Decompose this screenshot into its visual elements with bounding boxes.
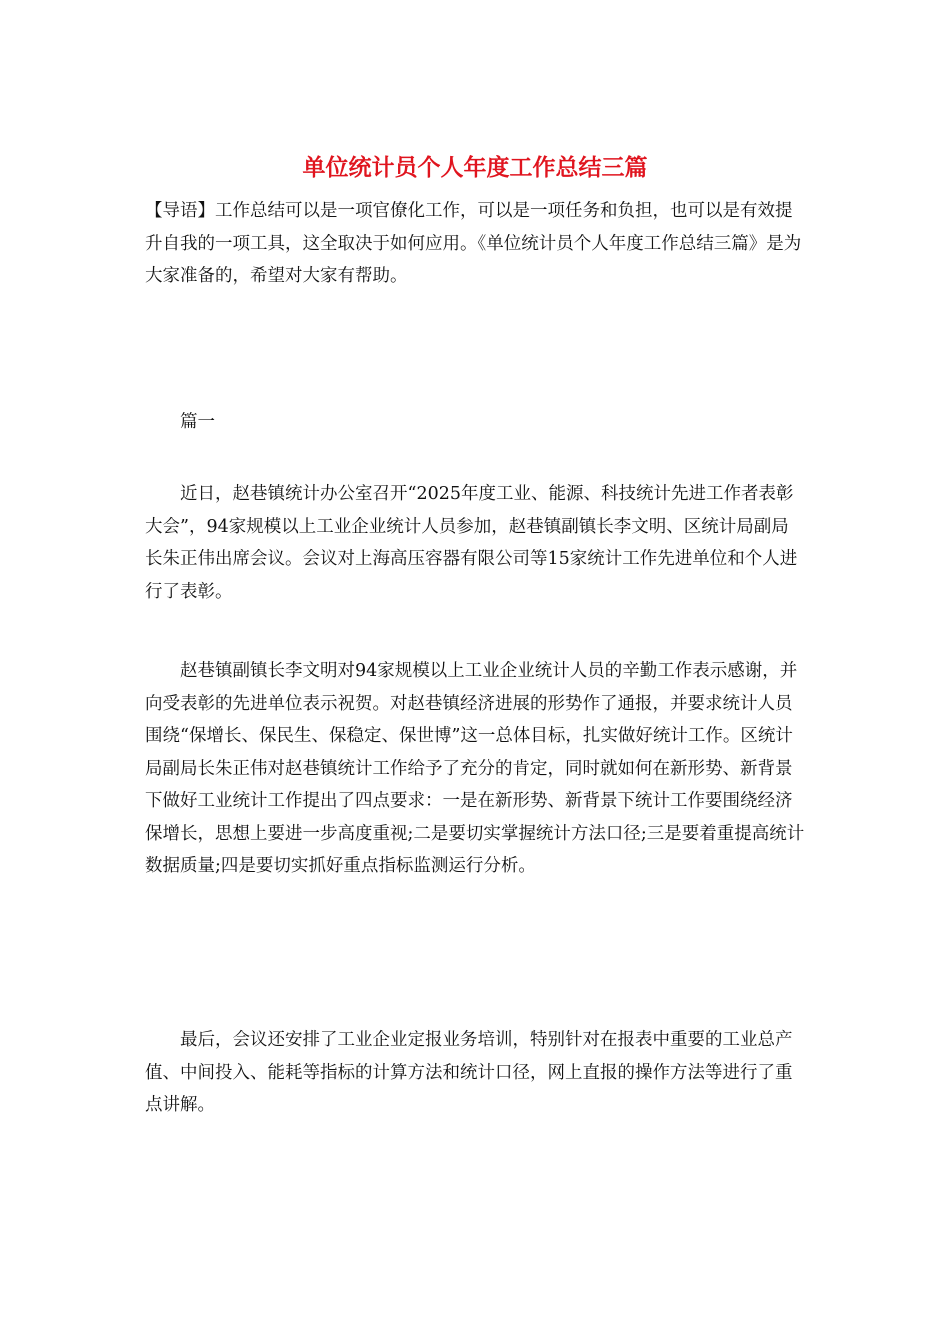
body-paragraph-1: 近日，赵巷镇统计办公室召开“2025年度工业、能源、科技统计先进工作者表彰大会”，94家规模以上工业企业统计人员参加，赵巷镇副镇长李文明、区统计局副局长朱正伟出席会议。会议对上海高压容器有限公司等15家统计工作先进单位和个人进行了表彰。 (145, 484, 798, 602)
intro-paragraph: 【导语】工作总结可以是一项官僚化工作，可以是一项任务和负担，也可以是有效提升自我的一项工具，这全取决于如何应用。《单位统计员个人年度工作总结三篇》是为大家准备的，希望对大家有帮助。 (145, 201, 802, 286)
section-label: 篇一 (180, 412, 215, 432)
document-title: 单位统计员个人年度工作总结三篇 (302, 155, 648, 181)
body-paragraph-2: 赵巷镇副镇长李文明对94家规模以上工业企业统计人员的辛勤工作表示感谢，并向受表彰的先进单位表示祝贺。对赵巷镇经济进展的形势作了通报，并要求统计人员围绕“保增长、保民生、保稳定、保世博”这一总体目标，扎实做好统计工作。区统计局副局长朱正伟对赵巷镇统计工作给予了充分的肯定，同时就如何在新形势、新背景下做好工业统计工作提出了四点要求：一是在新形势、新背景下统计工作要围绕经济保增长，思想上要进一步高度重视;二是要切实掌握统计方法口径;三是要着重提高统计数据质量;四是要切实抓好重点指标监测运行分析。 (145, 661, 805, 876)
body-paragraph-3: 最后，会议还安排了工业企业定报业务培训，特别针对在报表中重要的工业总产值、中间投入、能耗等指标的计算方法和统计口径，网上直报的操作方法等进行了重点讲解。 (145, 1030, 793, 1115)
